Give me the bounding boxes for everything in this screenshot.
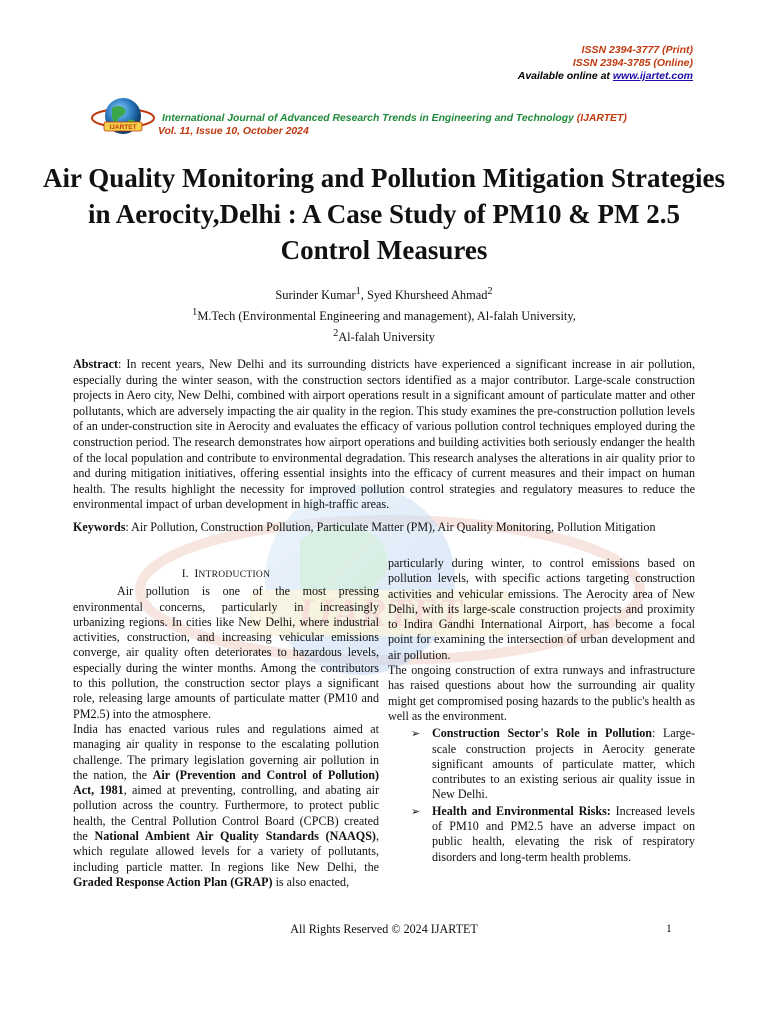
left-column [73,566,379,890]
availability-line: Available online at www.ijartet.com [517,70,693,82]
arrow-bullet-icon: ➢ [411,727,421,741]
intro-paragraph-3: particularly during winter, to control emissions based on pollution levels, with specific actions targeting construction activities and vehicular emissions. The Aerocity area of New Delhi, with its large-scale construction projects and proximity to Indira Gandhi International Airport, has become a focal point for examining the intersection of urban development and air pollution. [388,556,695,662]
page-number: 1 [666,923,672,935]
issn-block [518,44,693,83]
svg-text:IJARTET: IJARTET [297,590,463,635]
journal-name: International Journal of Advanced Research Trends in Engineering and Technology (IJARTET) [162,113,627,124]
journal-globe-logo-icon [90,92,156,144]
issn-print: ISSN 2394-3777 (Print) [581,44,693,56]
affiliation-1: $^1$M.Tech (Environmental Engineering and management), Al-falah University, [192,307,576,324]
abstract-text: : In recent years, New Delhi and its surrounding districts have experienced a significant increase in air pollution, especially during the winter season, with the construction sectors identified as a major contributor. Large-scale construction projects in Aero city, New Delhi, combined with airport operations result in a significant amount of particulate matter and other pollutants, which are adversely impacting the air quality in the region. This study examines the pre-construction pollution levels of an under-construction site in Aerocity and evaluates the efficacy of various pollution control techniques employed during the construction period. The research demonstrates how airport operations and building activities both seriously endanger the health of the local population and contribute to environmental degradation. This research analyses the alterations in air quality prior to and during mitigation initiatives, offering essential insights into the efficacy of current measures and their impact on human health. The results highlight the necessity for improved pollution control strategies and regulatory measures to reduce the environmental impact of urban development in high-traffic areas. [73,357,695,512]
keywords-text: : Air Pollution, Construction Pollution, Particulate Matter (PM), Air Quality Monitoring, Pollution Mitigation [125,520,656,534]
journal-volume: Vol. 11, Issue 10, October 2024 [158,126,309,137]
abstract-label: Abstract [73,357,119,371]
arrow-bullet-icon: ➢ [411,804,421,818]
author-names: Surinder Kumar$^1$, Syed Khursheed Ahmad$^2$ [275,286,493,303]
issn-online: ISSN 2394-3785 (Online) [572,57,693,69]
right-column [388,556,695,866]
footer-rights: All Rights Reserved © 2024 IJARTET [290,922,478,936]
author-block [40,283,728,346]
journal-abbreviation: (IJARTET) [576,113,627,124]
paper-title: Air Quality Monitoring and Pollution Mitigation Strategies in Aerocity,Delhi : A Case Study of PM10 & PM 2.5 Control Measures [42,163,725,265]
keywords-label: Keywords [73,520,126,534]
svg-text:IJARTET: IJARTET [109,124,137,131]
keywords [73,520,695,535]
section-heading-introduction: I. INTRODUCTION [181,566,271,580]
intro-paragraph-4: The ongoing construction of extra runways and infrastructure has raised questions about how the surrounding air quality might get compromised posing hazards to the public's health as well as the environment. [388,663,695,723]
intro-paragraph-1: Air pollution is one of the most pressing environmental concerns, particularly in increasingly urbanizing regions. In cities like New Delhi, where industrial activities, construction, and increasing vehicular emissions converge, air quality often deteriorates to hazardous levels, especially during the winter months. Among the contributors to this pollution, the construction sector plays a significant role, releasing large amounts of particulate matter (PM10 and PM2.5) into the atmosphere. [73,584,379,721]
affiliation-2: $^2$Al-falah University [333,328,435,345]
journal-website-link[interactable]: www.ijartet.com [612,70,693,82]
abstract [73,357,695,513]
list-item: ➢ Health and Environmental Risks: Increased levels of PM10 and PM2.5 have an adverse impact on public health, elevating the risk of respiratory disorders and long-term health problems. [411,803,695,864]
list-item: ➢ Construction Sector's Role in Pollution: Large-scale construction projects in Aerocity generate significant amounts of particulate matter, which contributes to an existing serious air quality issue in New Delhi. [411,726,695,802]
intro-paragraph-2: India has enacted various rules and regulations aimed at managing air quality in response to the escalating pollution challenge. The primary legislation governing air pollution in the nation, the Air (Prevention and Control of Pollution) Act, 1981, aimed at preventing, controlling, and abating air pollution across the country. Furthermore, to protect public health, the Central Pollution Control Board (CPCB) created the National Ambient Air Quality Standards (NAAQS), which regulate allowed levels for a variety of pollutants, including particle matter. In regions like New Delhi, the Graded Response Action Plan (GRAP) is also enacted, [73,721,379,889]
bullet-list [388,726,695,865]
